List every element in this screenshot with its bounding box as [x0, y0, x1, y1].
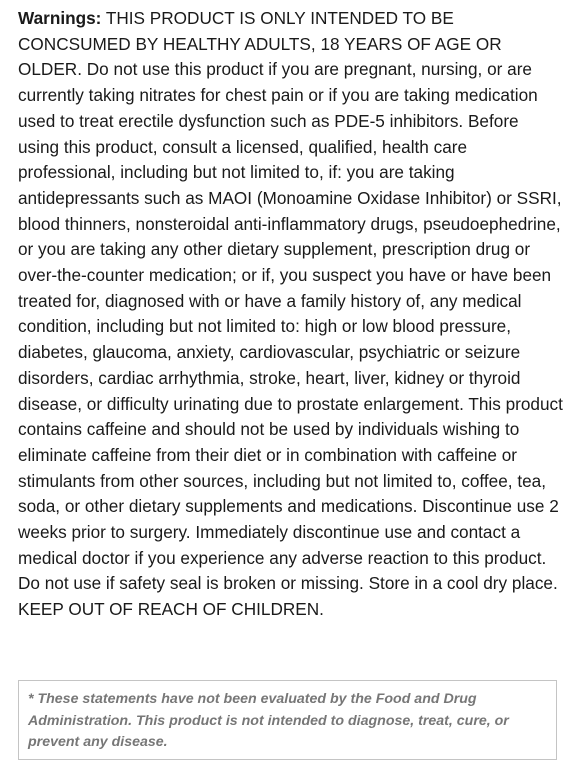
warnings-label: Warnings:	[18, 8, 102, 28]
fda-disclaimer-box	[18, 680, 557, 760]
fda-disclaimer-text: * These statements have not been evaluated by the Food and Drug Administration. This product is not intended to diagnose, treat, cure, or prevent any disease.	[28, 691, 509, 751]
warnings-paragraph	[18, 6, 563, 623]
warnings-text: THIS PRODUCT IS ONLY INTENDED TO BE CONCSUMED BY HEALTHY ADULTS, 18 YEARS OF AGE OR OLDER. Do not use this product if you are pregnant, nursing, or are currently taking nitrates for chest pain or if you are taking medication used to treat erectile dysfunction such as PDE-5 inhibitors. Before using this product, consult a licensed, qualified, health care professional, including but not limited to, if: you are taking antidepressants such as MAOI (Monoamine Oxidase Inhibitor) or SSRI, blood thinners, nonsteroidal anti-inflammatory drugs, pseudoephedrine, or you are taking any other dietary supplement, prescription drug or over-the-counter medication; or if, you suspect you have or have been treated for, diagnosed with or have a family history of, any medical condition, including but not limited to: high or low blood pressure, diabetes, glaucoma, anxiety, cardiovascular, psychiatric or seizure disorders, cardiac arrhythmia, stroke, heart, liver, kidney or thyroid disease, or difficulty urinating due to prostate enlargement. This product contains caffeine and should not be used by individuals wishing to eliminate caffeine from their diet or in combination with caffeine or stimulants from other sources, including but not limited to, coffee, tea, soda, or other dietary supplements and medications. Discontinue use 2 weeks prior to surgery. Immediately discontinue use and contact a medical doctor if you experience any adverse reaction to this product. Do not use if safety seal is broken or missing. Store in a cool dry place. KEEP OUT OF REACH OF CHILDREN.	[18, 8, 563, 620]
